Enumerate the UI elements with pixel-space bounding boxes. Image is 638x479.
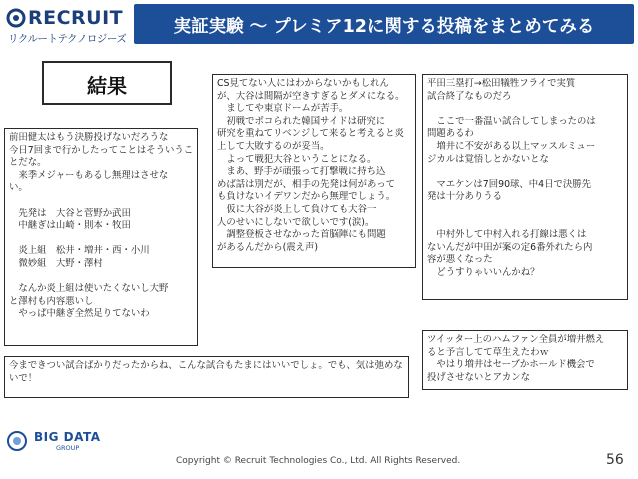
comment-line: 来季メジャーもあるし無理はさせな [9,169,169,181]
comment-line [9,271,193,284]
comment-line: 研究を重ねてリベンジして来ると考えると炎 [217,128,404,140]
comment-line: 炎上組 松井・増井・西・小川 [9,245,150,257]
comment-line: 上して大敗するのが妥当。 [217,140,330,152]
comment-line: どうすりゃいいんかね？ [427,266,540,278]
title-bar [134,4,634,44]
comment-line: い。 [9,182,28,194]
comment-line [427,166,623,179]
comment-line: 中村外して中村入れる打線は悪くは [427,229,587,241]
comment-line: 今日7回まで行かしたってことはそういうこ [9,144,193,156]
result-label: 結果 [87,74,127,98]
comment-line: CS見てない人にはわからないかもしれん [217,78,389,89]
comment-line: とだな。 [9,157,47,169]
comment-line: なんか炎上組は使いたくないし大野 [9,283,169,295]
result-label-box [42,61,172,105]
comment-line: 今まできつい試合ばかりだったからね、こんな試合もたまにはいいでしょ。でも、気は弛めな [9,360,403,371]
comment-line: やはり増井はセーブかホールド機会で [427,359,595,371]
comment-line: 発は十分ありうる [427,191,503,203]
comment-card-left-top [4,128,198,346]
recruit-subtitle: リクルートテクノロジーズ [8,33,127,45]
comment-line: マエケンは7回90球、中4日で決勝先 [427,178,592,190]
comment-line: 増井に不安がある以上マッスルミュー [427,140,596,152]
big-data-logo-mark [6,430,32,452]
comment-line [9,233,193,246]
comment-line [427,204,623,217]
comment-line: 先発は 大谷と菅野か武田 [9,207,131,219]
comment-card-right-bottom [422,330,628,390]
comment-line: 中継ぎは山崎・則本・牧田 [9,220,131,232]
comment-card-right-top [422,74,628,300]
comment-line: と澤村も内容悪いし [9,295,94,307]
recruit-logo [6,6,128,50]
comment-line: ないんだが中田が案の定6番外れたら内 [427,241,593,253]
big-data-wordmark: BIG DATA [34,430,101,444]
comment-line: 人のせいにしないで欲しいです(涙)。 [217,216,375,228]
comment-line: が、大谷は間隔が空きすぎるとダメになる。 [217,90,405,102]
comment-line: があるんだから(震え声) [217,241,319,253]
big-data-subtitle: GROUP [56,444,80,452]
slide-title: 実証実験 〜 プレミア12に関する投稿をまとめてみる [173,17,595,37]
comment-line: めば話は別だが、相手の先発は何があって [217,178,396,190]
comment-card-bottom-left [4,356,409,398]
comment-line: 微妙組 大野・澤村 [9,257,103,269]
comment-line: ると予言してて草生えたわｗ [427,346,549,358]
comment-line: ここで一番温い試合してしまったのは [427,115,596,127]
comment-line: 前田健太はもう決勝投げないだろうな [9,132,169,143]
comment-line: いで！ [9,372,38,384]
comment-line: 仮に大谷が炎上して負けても大谷一 [217,203,377,215]
comment-line: 容が悪くなった [427,254,493,266]
comment-line: も負けないイデワンだから無理でしょう。 [217,191,396,203]
comment-line [427,217,623,230]
comment-line: やっぱ中継ぎ全然足りてないわ [9,308,150,320]
comment-line: よって戦犯大谷ということになる。 [217,153,377,165]
comment-line: ツイッター上のハムファン全員が増井燃え [427,334,605,345]
recruit-logo-mark [6,8,26,28]
comment-line [9,195,193,208]
big-data-logo [6,428,101,472]
comment-line: 投げさせないとアカンな [427,371,531,383]
comment-line: 平田三塁打→松田犠牲フライで実質 [427,78,576,89]
comment-line: まあ、野手が頑張って打撃戦に持ち込 [217,166,386,178]
comment-line: 調整登板させなかった首脳陣にも問題 [217,229,386,241]
comment-line: 問題あるわ [427,128,474,140]
copyright-text: Copyright © Recruit Technologies Co., Ltd. All Rights Reserved. [176,456,461,466]
comment-line: 初戦でボコられた韓国サイドは研究に [217,115,386,127]
comment-line: ましてや東京ドームが苦手。 [217,103,349,115]
page-number: 56 [606,452,624,468]
comment-card-middle [212,74,416,268]
comment-line: 試合終了なものだろ [427,90,512,102]
comment-line: ジカルは覚悟しとかないとな [427,153,549,165]
recruit-wordmark: RECRUIT [28,7,124,29]
comment-line [427,103,623,116]
